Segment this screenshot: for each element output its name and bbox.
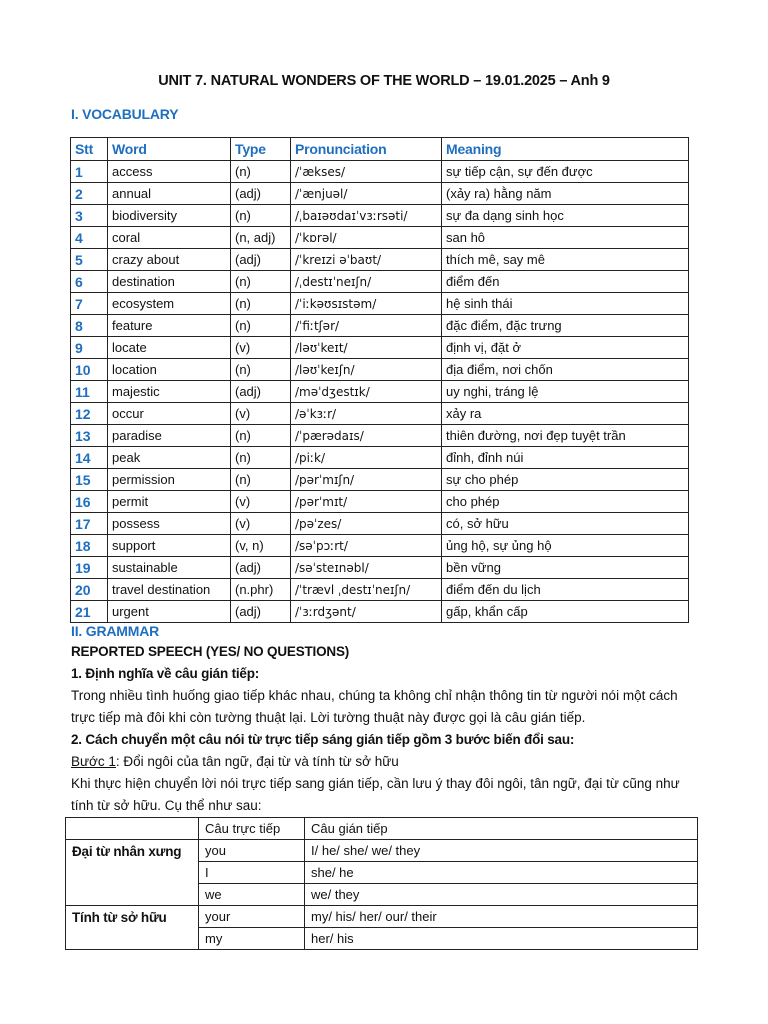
pronunciation-cell: /ˌdestɪˈneɪʃn/ xyxy=(291,271,442,293)
definition-text-line-2: trực tiếp mà đôi khi còn tường thuật lại. Lời tường thuật này được gọi là câu gián tiếp. xyxy=(71,710,586,725)
type-cell: (v) xyxy=(231,513,291,535)
table-row xyxy=(71,513,689,535)
stt-cell: 11 xyxy=(71,381,108,403)
header-stt: Stt xyxy=(71,138,108,161)
table-row xyxy=(71,337,689,359)
grammar-section-heading: II. GRAMMAR xyxy=(71,623,160,639)
pronunciation-cell: /pəˈzes/ xyxy=(291,513,442,535)
pronunciation-cell: /ˈpærədaɪs/ xyxy=(291,425,442,447)
word-cell: urgent xyxy=(108,601,231,623)
word-cell: majestic xyxy=(108,381,231,403)
direct-value: your xyxy=(199,906,305,928)
type-cell: (adj) xyxy=(231,249,291,271)
stt-cell: 1 xyxy=(71,161,108,183)
type-cell: (n) xyxy=(231,293,291,315)
table-row xyxy=(71,535,689,557)
table-row xyxy=(71,359,689,381)
type-cell: (n) xyxy=(231,271,291,293)
step-1-line xyxy=(71,754,399,769)
word-cell: support xyxy=(108,535,231,557)
meaning-cell: sự tiếp cận, sự đến được xyxy=(442,161,689,183)
stt-cell: 16 xyxy=(71,491,108,513)
word-cell: permission xyxy=(108,469,231,491)
grammar-heading: REPORTED SPEECH (YES/ NO QUESTIONS) xyxy=(71,644,350,659)
steps-heading: 2. Cách chuyển một câu nói từ trực tiếp sáng gián tiếp gồm 3 bước biến đổi sau: xyxy=(71,732,575,747)
pronunciation-cell: /səˈpɔːrt/ xyxy=(291,535,442,557)
pronoun-table-header-row xyxy=(66,818,698,840)
table-row xyxy=(71,315,689,337)
indirect-value: my/ his/ her/ our/ their xyxy=(305,906,698,928)
stt-cell: 21 xyxy=(71,601,108,623)
word-cell: destination xyxy=(108,271,231,293)
header-pronunciation: Pronunciation xyxy=(291,138,442,161)
word-cell: biodiversity xyxy=(108,205,231,227)
category-personal-pronouns: Đại từ nhân xưng xyxy=(66,840,199,906)
word-cell: travel destination xyxy=(108,579,231,601)
indirect-value: her/ his xyxy=(305,928,698,950)
meaning-cell: cho phép xyxy=(442,491,689,513)
direct-value: we xyxy=(199,884,305,906)
table-row xyxy=(71,425,689,447)
type-cell: (v) xyxy=(231,491,291,513)
indirect-value: I/ he/ she/ we/ they xyxy=(305,840,698,862)
type-cell: (n) xyxy=(231,425,291,447)
word-cell: access xyxy=(108,161,231,183)
table-row xyxy=(71,579,689,601)
pronunciation-cell: /ˈɜːrdʒənt/ xyxy=(291,601,442,623)
word-cell: ecosystem xyxy=(108,293,231,315)
table-row xyxy=(71,227,689,249)
type-cell: (n) xyxy=(231,469,291,491)
stt-cell: 7 xyxy=(71,293,108,315)
pronunciation-cell: /piːk/ xyxy=(291,447,442,469)
type-cell: (n) xyxy=(231,205,291,227)
table-row xyxy=(71,271,689,293)
stt-cell: 6 xyxy=(71,271,108,293)
meaning-cell: đỉnh, đỉnh núi xyxy=(442,447,689,469)
pronoun-change-table xyxy=(65,817,698,950)
table-row xyxy=(71,249,689,271)
column-direct: Câu trực tiếp xyxy=(199,818,305,840)
word-cell: crazy about xyxy=(108,249,231,271)
pronunciation-cell: /ˈfiːtʃər/ xyxy=(291,315,442,337)
definition-heading: 1. Định nghĩa về câu gián tiếp: xyxy=(71,666,260,681)
stt-cell: 14 xyxy=(71,447,108,469)
meaning-cell: thiên đường, nơi đẹp tuyệt trần xyxy=(442,425,689,447)
pronunciation-cell: /ləʊˈkeɪʃn/ xyxy=(291,359,442,381)
table-row xyxy=(71,403,689,425)
meaning-cell: địa điểm, nơi chốn xyxy=(442,359,689,381)
meaning-cell: hệ sinh thái xyxy=(442,293,689,315)
stt-cell: 3 xyxy=(71,205,108,227)
type-cell: (adj) xyxy=(231,601,291,623)
meaning-cell: thích mê, say mê xyxy=(442,249,689,271)
meaning-cell: điểm đến xyxy=(442,271,689,293)
word-cell: possess xyxy=(108,513,231,535)
direct-value: you xyxy=(199,840,305,862)
table-row xyxy=(71,183,689,205)
pronunciation-cell: /ˈkreɪzi əˈbaʊt/ xyxy=(291,249,442,271)
meaning-cell: uy nghi, tráng lệ xyxy=(442,381,689,403)
stt-cell: 19 xyxy=(71,557,108,579)
meaning-cell: đặc điểm, đặc trưng xyxy=(442,315,689,337)
pronunciation-cell: /ˈtrævl ˌdestɪˈneɪʃn/ xyxy=(291,579,442,601)
word-cell: locate xyxy=(108,337,231,359)
stt-cell: 5 xyxy=(71,249,108,271)
direct-value: my xyxy=(199,928,305,950)
category-possessive-adjectives: Tính từ sở hữu xyxy=(66,906,199,950)
table-row xyxy=(71,491,689,513)
step-1-description-line-1: Khi thực hiện chuyển lời nói trực tiếp sang gián tiếp, cần lưu ý thay đôi ngôi, tân ngữ, đại từ cũng như xyxy=(71,776,680,791)
header-meaning: Meaning xyxy=(442,138,689,161)
word-cell: coral xyxy=(108,227,231,249)
stt-cell: 13 xyxy=(71,425,108,447)
meaning-cell: định vị, đặt ở xyxy=(442,337,689,359)
table-row xyxy=(71,205,689,227)
table-row xyxy=(71,469,689,491)
stt-cell: 4 xyxy=(71,227,108,249)
header-type: Type xyxy=(231,138,291,161)
stt-cell: 12 xyxy=(71,403,108,425)
word-cell: annual xyxy=(108,183,231,205)
table-row xyxy=(66,906,698,928)
pronunciation-cell: /ˈkɒrəl/ xyxy=(291,227,442,249)
vocabulary-section-heading: I. VOCABULARY xyxy=(71,106,179,122)
pronunciation-cell: /əˈkɜːr/ xyxy=(291,403,442,425)
stt-cell: 2 xyxy=(71,183,108,205)
pronunciation-cell: /səˈsteɪnəbl/ xyxy=(291,557,442,579)
type-cell: (adj) xyxy=(231,557,291,579)
pronunciation-cell: /ləʊˈkeɪt/ xyxy=(291,337,442,359)
word-cell: sustainable xyxy=(108,557,231,579)
vocabulary-table xyxy=(70,137,689,623)
table-row xyxy=(71,557,689,579)
meaning-cell: xảy ra xyxy=(442,403,689,425)
table-row xyxy=(66,840,698,862)
table-row xyxy=(71,381,689,403)
word-cell: permit xyxy=(108,491,231,513)
meaning-cell: sự cho phép xyxy=(442,469,689,491)
meaning-cell: gấp, khẩn cấp xyxy=(442,601,689,623)
pronunciation-cell: /ˌbaɪəʊdaɪˈvɜːrsəti/ xyxy=(291,205,442,227)
pronunciation-cell: /pərˈmɪʃn/ xyxy=(291,469,442,491)
type-cell: (adj) xyxy=(231,381,291,403)
pronunciation-cell: /məˈdʒestɪk/ xyxy=(291,381,442,403)
type-cell: (v) xyxy=(231,403,291,425)
stt-cell: 9 xyxy=(71,337,108,359)
type-cell: (n) xyxy=(231,315,291,337)
stt-cell: 20 xyxy=(71,579,108,601)
word-cell: feature xyxy=(108,315,231,337)
type-cell: (v) xyxy=(231,337,291,359)
meaning-cell: có, sở hữu xyxy=(442,513,689,535)
stt-cell: 15 xyxy=(71,469,108,491)
step-1-label: Bước 1 xyxy=(71,754,116,769)
vocabulary-header-row xyxy=(71,138,689,161)
meaning-cell: ủng hộ, sự ủng hộ xyxy=(442,535,689,557)
pronunciation-cell: /ˈækses/ xyxy=(291,161,442,183)
meaning-cell: (xảy ra) hằng năm xyxy=(442,183,689,205)
indirect-value: we/ they xyxy=(305,884,698,906)
type-cell: (n) xyxy=(231,161,291,183)
meaning-cell: bền vững xyxy=(442,557,689,579)
header-word: Word xyxy=(108,138,231,161)
pronunciation-cell: /ˈiːkəʊsɪstəm/ xyxy=(291,293,442,315)
type-cell: (adj) xyxy=(231,183,291,205)
table-row xyxy=(71,161,689,183)
pronunciation-cell: /pərˈmɪt/ xyxy=(291,491,442,513)
stt-cell: 8 xyxy=(71,315,108,337)
type-cell: (n) xyxy=(231,447,291,469)
column-indirect: Câu gián tiếp xyxy=(305,818,698,840)
meaning-cell: điểm đến du lịch xyxy=(442,579,689,601)
step-1-text: : Đổi ngôi của tân ngữ, đại từ và tính từ sở hữu xyxy=(115,754,399,769)
direct-value: I xyxy=(199,862,305,884)
type-cell: (n, adj) xyxy=(231,227,291,249)
table-row xyxy=(71,447,689,469)
stt-cell: 17 xyxy=(71,513,108,535)
word-cell: paradise xyxy=(108,425,231,447)
document-title: UNIT 7. NATURAL WONDERS OF THE WORLD – 19.01.2025 – Anh 9 xyxy=(158,73,610,89)
word-cell: peak xyxy=(108,447,231,469)
meaning-cell: sự đa dạng sinh học xyxy=(442,205,689,227)
type-cell: (n) xyxy=(231,359,291,381)
indirect-value: she/ he xyxy=(305,862,698,884)
table-row xyxy=(71,293,689,315)
word-cell: occur xyxy=(108,403,231,425)
definition-text-line-1: Trong nhiều tình huống giao tiếp khác nhau, chúng ta không chỉ nhận thông tin từ người nói một cách xyxy=(71,688,678,703)
empty-cell xyxy=(66,818,199,840)
type-cell: (v, n) xyxy=(231,535,291,557)
word-cell: location xyxy=(108,359,231,381)
stt-cell: 10 xyxy=(71,359,108,381)
table-row xyxy=(71,601,689,623)
type-cell: (n.phr) xyxy=(231,579,291,601)
meaning-cell: san hô xyxy=(442,227,689,249)
step-1-description-line-2: tính từ sở hữu. Cụ thể như sau: xyxy=(71,798,262,813)
pronunciation-cell: /ˈænjuəl/ xyxy=(291,183,442,205)
stt-cell: 18 xyxy=(71,535,108,557)
